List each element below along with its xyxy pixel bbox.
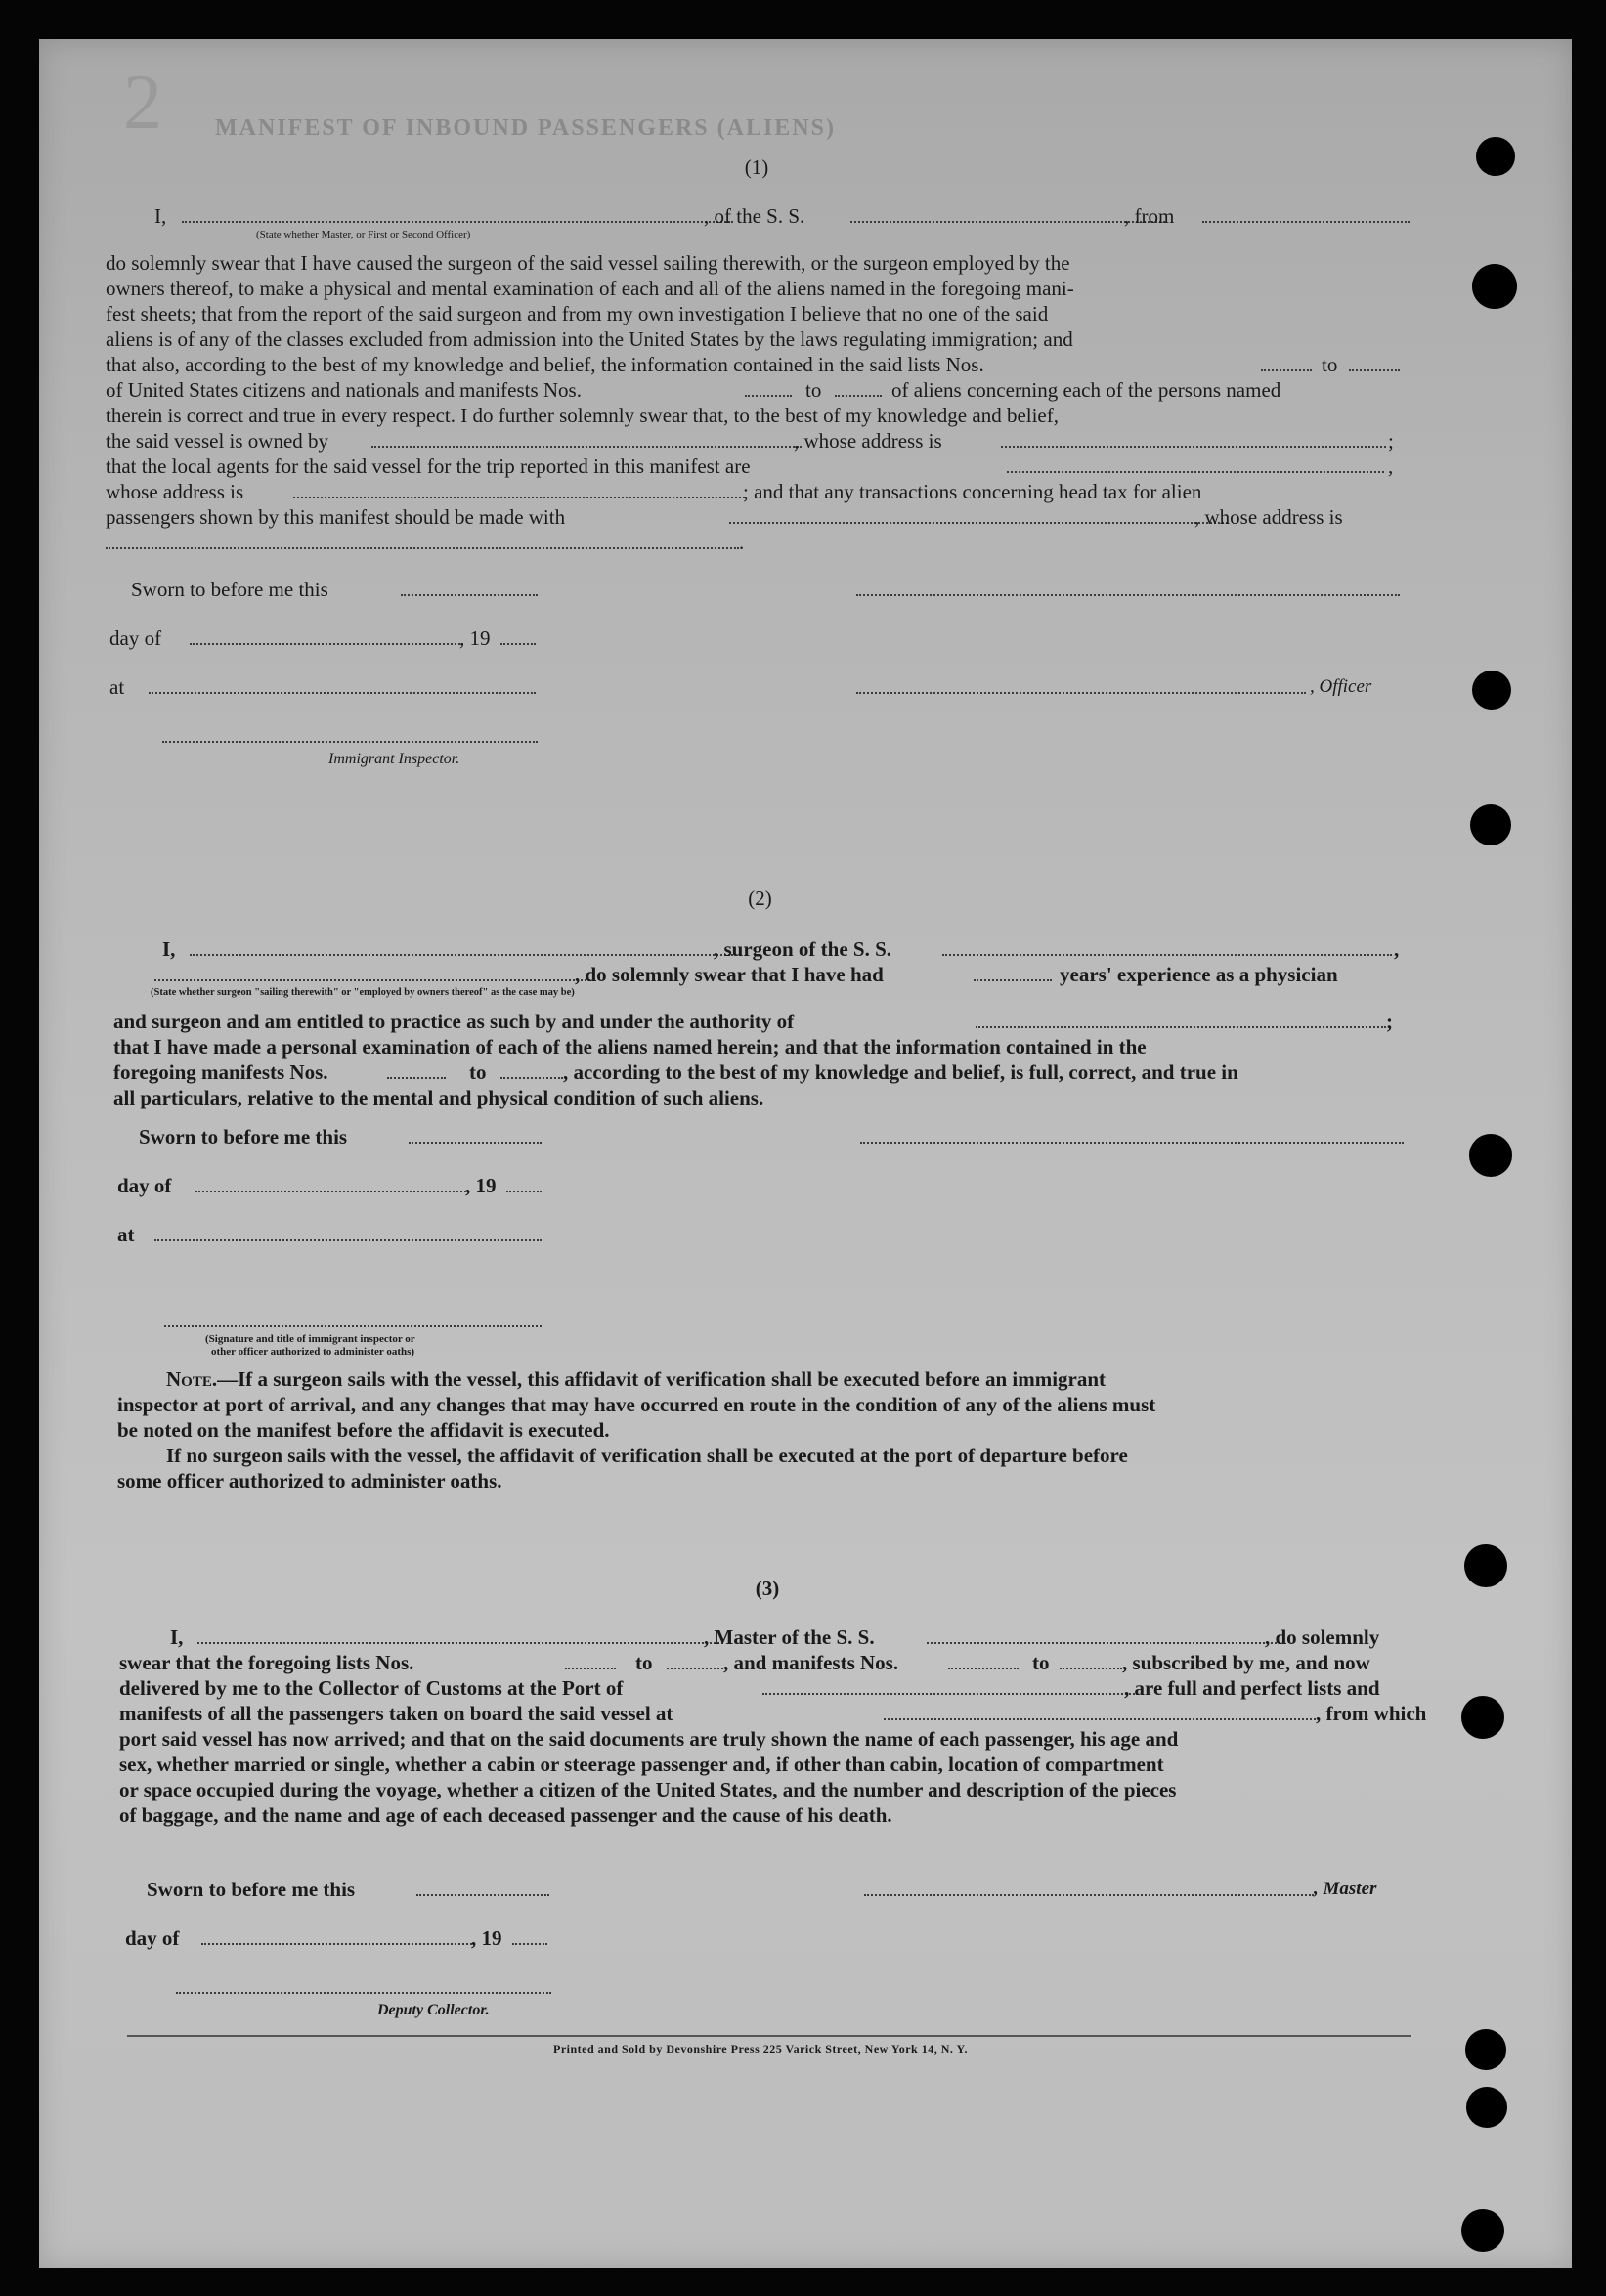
- s1-manifests-from-field[interactable]: [745, 379, 792, 397]
- s1-day-field[interactable]: [190, 628, 463, 645]
- s1-of-ss: , of the S. S.: [704, 204, 805, 228]
- section-3-number: (3): [755, 1577, 780, 1600]
- s2-body-line: , according to the best of my knowledge and belief, is full, correct, and true in: [563, 1061, 1238, 1084]
- s1-headtax: passengers shown by this manifest should be made with: [106, 505, 566, 529]
- s1-sworn: Sworn to before me this: [131, 578, 328, 601]
- s3-year-field[interactable]: [512, 1928, 547, 1945]
- s2-note-text-1: —If a surgeon sails with the vessel, this affidavit of verification shall be executed before an immigrant: [217, 1367, 1107, 1391]
- s1-body-line: aliens is of any of the classes excluded from admission into the United States by the laws regulating immigration; and: [106, 327, 1073, 351]
- s1-headtax-field[interactable]: [729, 506, 1228, 524]
- s3-do-solemnly: , do solemnly: [1265, 1625, 1380, 1649]
- s1-comma: ,: [1388, 455, 1394, 478]
- s3-body-line: delivered by me to the Collector of Customs at the Port of: [119, 1676, 624, 1700]
- s1-sworn-field[interactable]: [401, 579, 538, 596]
- s3-to-word: to: [635, 1651, 653, 1674]
- s3-day-of: day of: [125, 1927, 180, 1950]
- s2-note-line-5: some officer authorized to administer oaths.: [117, 1469, 502, 1493]
- faint-corner-mark: 2: [123, 60, 162, 146]
- s1-period: .: [739, 531, 745, 554]
- s3-lists-from-field[interactable]: [565, 1652, 616, 1669]
- s1-body-line: owners thereof, to make a physical and mental examination of each and all of the aliens named in the foregoing mani-: [106, 277, 1074, 300]
- punch-hole: [1476, 137, 1515, 176]
- s2-comma: ,: [1394, 937, 1400, 961]
- s1-body-line: therein is correct and true in every respect. I do further solemnly swear that, to the best of my knowledge and belief,: [106, 404, 1059, 427]
- s1-year-field[interactable]: [500, 628, 536, 645]
- s2-name-field[interactable]: [190, 938, 733, 956]
- document-page: [39, 39, 1572, 2268]
- s1-body-line: of aliens concerning each of the persons named: [891, 378, 1281, 402]
- s1-body-line: do solemnly swear that I have caused the surgeon of the said vessel sailing therewith, or the surgeon employed by the: [106, 251, 1070, 275]
- s1-owned-by: the said vessel is owned by: [106, 429, 329, 453]
- s3-year: , 19: [471, 1927, 502, 1950]
- s3-body-line: , and manifests Nos.: [723, 1651, 899, 1674]
- s3-day-field[interactable]: [201, 1928, 475, 1945]
- s3-body-line: , are full and perfect lists and: [1124, 1676, 1380, 1700]
- footer-printer: Printed and Sold by Devonshire Press 225 Varick Street, New York 14, N. Y.: [552, 2042, 969, 2056]
- s3-name-field[interactable]: [197, 1626, 723, 1644]
- s1-body-line: ; and that any transactions concerning head tax for alien: [743, 480, 1202, 503]
- s3-sworn: Sworn to before me this: [147, 1878, 356, 1901]
- s2-at-field[interactable]: [154, 1224, 542, 1241]
- s2-body-line: and surgeon and am entitled to practice as such by and under the authority of: [113, 1010, 795, 1033]
- s2-sig-note-2: other officer authorized to administer oaths): [211, 1346, 415, 1358]
- s3-master-signature-field[interactable]: [864, 1879, 1314, 1896]
- s2-semicolon: ;: [1386, 1010, 1393, 1033]
- s1-master-signature-field[interactable]: [856, 579, 1400, 596]
- s3-port-field[interactable]: [762, 1677, 1138, 1695]
- s2-note-label: Note.: [166, 1367, 218, 1391]
- s1-whose-address: , whose address is: [794, 429, 942, 453]
- s1-name-field[interactable]: [182, 205, 733, 223]
- s2-years-label: years' experience as a physician: [1060, 963, 1338, 986]
- s2-status-field[interactable]: [154, 964, 590, 981]
- s2-to-word: to: [469, 1061, 487, 1084]
- s1-owner-address-field[interactable]: [1001, 430, 1386, 448]
- s2-vessel-field[interactable]: [942, 938, 1392, 956]
- s2-body-line: all particulars, relative to the mental and physical condition of such aliens.: [113, 1086, 764, 1109]
- s1-body-line: that also, according to the best of my knowledge and belief, the information contained in the said lists Nos.: [106, 353, 984, 376]
- s1-from: , from: [1124, 204, 1175, 228]
- s3-collector-label: Deputy Collector.: [377, 2002, 490, 2018]
- s3-body-line: or space occupied during the voyage, whether a citizen of the United States, and the number and description of the pieces: [119, 1778, 1177, 1801]
- punch-hole: [1472, 264, 1517, 309]
- s3-body-line: port said vessel has now arrived; and that on the said documents are truly shown the name of each passenger, his age and: [119, 1727, 1179, 1751]
- section-2-number: (2): [748, 887, 772, 910]
- s1-inspector-signature-field[interactable]: [162, 725, 538, 743]
- punch-hole: [1470, 804, 1511, 845]
- punch-hole: [1469, 1134, 1512, 1177]
- s3-body-line: swear that the foregoing lists Nos.: [119, 1651, 414, 1674]
- s2-note-line-3: be noted on the manifest before the affidavit is executed.: [117, 1418, 610, 1442]
- s1-master-note: (State whether Master, or First or Second Officer): [256, 229, 471, 240]
- faint-header: MANIFEST OF INBOUND PASSENGERS (ALIENS): [215, 115, 836, 141]
- s2-manifests-from-field[interactable]: [387, 1061, 446, 1079]
- s1-day-of: day of: [109, 627, 162, 650]
- s3-manifests-from-field[interactable]: [948, 1652, 1019, 1669]
- s2-manifests-to-field[interactable]: [500, 1061, 563, 1079]
- s1-body-line: of United States citizens and nationals and manifests Nos.: [106, 378, 582, 402]
- s3-sworn-field[interactable]: [416, 1879, 549, 1896]
- s3-vessel-field[interactable]: [927, 1626, 1280, 1644]
- s1-vessel-field[interactable]: [850, 205, 1165, 223]
- s2-years-field[interactable]: [974, 964, 1052, 981]
- s3-to-word: to: [1032, 1651, 1050, 1674]
- s2-note-line-4: If no surgeon sails with the vessel, the affidavit of verification shall be executed at the port of departure before: [166, 1444, 1128, 1467]
- s2-body-line: that I have made a personal examination of each of the aliens named herein; and that the information contained in the: [113, 1035, 1147, 1059]
- s1-year: , 19: [459, 627, 491, 650]
- s1-lists-from-field[interactable]: [1261, 354, 1312, 371]
- s1-inspector-label: Immigrant Inspector.: [328, 751, 460, 767]
- s2-day-field[interactable]: [195, 1175, 469, 1192]
- s2-year-field[interactable]: [506, 1175, 542, 1192]
- s2-body-line: foregoing manifests Nos.: [113, 1061, 328, 1084]
- s1-to-word: to: [1322, 353, 1338, 376]
- s2-surgeon-of: , surgeon of the S. S.: [714, 937, 892, 961]
- s1-I: I,: [154, 204, 167, 228]
- punch-hole: [1472, 671, 1511, 710]
- s1-to-word: to: [805, 378, 822, 402]
- punch-hole: [1461, 1696, 1504, 1739]
- s3-departure-port-field[interactable]: [884, 1703, 1320, 1720]
- s2-note-line-1: [166, 1366, 1106, 1392]
- s1-body-line: fest sheets; that from the report of the said surgeon and from my own investigation I believe that no one of the said: [106, 302, 1049, 325]
- s1-owner-field[interactable]: [371, 430, 802, 448]
- s3-manifests-to-field[interactable]: [1060, 1652, 1122, 1669]
- s2-sig-note-1: (Signature and title of immigrant inspector or: [205, 1333, 415, 1345]
- s3-master-of: , Master of the S. S.: [704, 1625, 875, 1649]
- s2-swear: , do solemnly swear that I have had: [575, 963, 884, 986]
- s1-lists-to-field[interactable]: [1349, 354, 1400, 371]
- s3-master-label: , Master: [1314, 1879, 1377, 1899]
- s1-whose-address-label: whose address is: [106, 480, 244, 503]
- punch-hole: [1461, 2209, 1504, 2252]
- s3-body-line: manifests of all the passengers taken on board the said vessel at: [119, 1702, 673, 1725]
- s1-semicolon: ;: [1388, 429, 1394, 453]
- s1-agents-address-field[interactable]: [293, 481, 745, 498]
- s3-body-line: , subscribed by me, and now: [1122, 1651, 1370, 1674]
- section-1-number: (1): [744, 155, 769, 179]
- s1-at: at: [109, 675, 125, 699]
- s3-I: I,: [170, 1625, 184, 1649]
- footer-rule: [127, 2035, 1411, 2037]
- s3-body-line: of baggage, and the name and age of each deceased passenger and the cause of his death.: [119, 1803, 892, 1827]
- s2-sworn-field[interactable]: [409, 1126, 542, 1144]
- s2-note-line-2: inspector at port of arrival, and any changes that may have occurred en route in the condition of any of the aliens must: [117, 1393, 1156, 1416]
- s1-whose-address-end: , whose address is: [1194, 505, 1343, 529]
- s1-agents: that the local agents for the said vessel for the trip reported in this manifest are: [106, 455, 751, 478]
- s2-at: at: [117, 1223, 135, 1246]
- s1-officer-signature-field[interactable]: [856, 676, 1306, 694]
- s1-from-field[interactable]: [1202, 205, 1410, 223]
- s3-collector-signature-field[interactable]: [176, 1976, 551, 1994]
- s1-headtax-address-field[interactable]: [106, 532, 739, 549]
- s2-day-of: day of: [117, 1174, 172, 1197]
- s1-agents-field[interactable]: [1007, 455, 1384, 473]
- s2-sworn: Sworn to before me this: [139, 1125, 348, 1148]
- punch-hole: [1466, 2087, 1507, 2128]
- s3-body-line: sex, whether married or single, whether a cabin or steerage passenger and, if other than cabin, location of compartment: [119, 1753, 1164, 1776]
- s3-body-line: , from which: [1316, 1702, 1427, 1725]
- s2-surgeon-note: (State whether surgeon "sailing therewith" or "employed by owners thereof" as the case may be): [151, 987, 575, 998]
- s1-manifests-to-field[interactable]: [835, 379, 882, 397]
- s1-at-field[interactable]: [149, 676, 536, 694]
- s2-surgeon-signature-field[interactable]: [860, 1126, 1404, 1144]
- s2-inspector-signature-field[interactable]: [164, 1310, 542, 1327]
- s2-I: I,: [162, 937, 176, 961]
- s2-authority-field[interactable]: [976, 1011, 1386, 1028]
- s1-officer-label: , Officer: [1310, 676, 1372, 697]
- s3-lists-to-field[interactable]: [667, 1652, 723, 1669]
- s2-year: , 19: [465, 1174, 497, 1197]
